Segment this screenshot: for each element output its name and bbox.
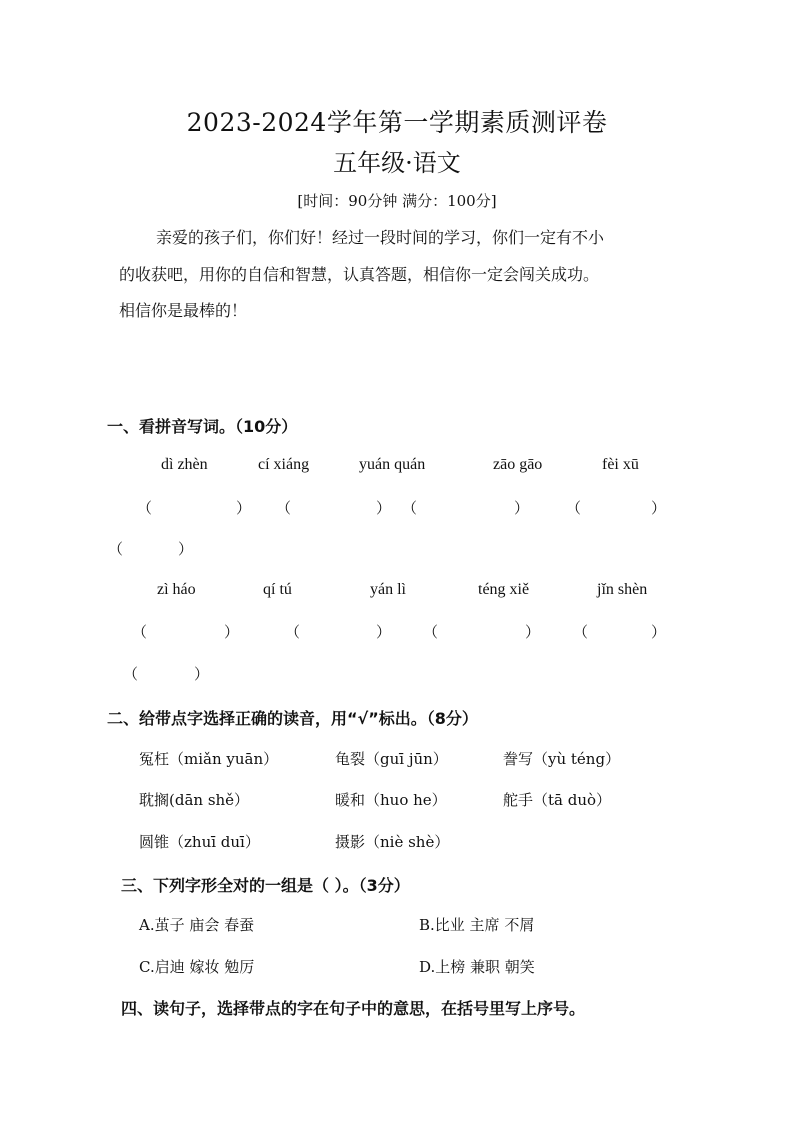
pronunciation-item[interactable]: 誊写（yù téng） xyxy=(503,750,621,768)
pronunciation-item[interactable]: 龟裂（guī jūn） xyxy=(335,750,448,768)
answer-blank-open[interactable]: （ xyxy=(402,499,418,517)
pinyin-3: yuán quán xyxy=(359,456,426,473)
question-2-heading: 二、给带点字选择正确的读音，用“√”标出。（8分） xyxy=(107,709,478,728)
answer-blank-close: ） xyxy=(178,540,194,558)
intro-line-1: 亲爱的孩子们，你们好！经过一段时间的学习，你们一定有不小 xyxy=(156,228,605,247)
option-b[interactable]: B.比业 主席 不屑 xyxy=(419,916,535,934)
option-d[interactable]: D.上榜 兼职 朝笑 xyxy=(419,958,535,976)
pinyin-10: jǐn shèn xyxy=(597,581,648,598)
pronunciation-item[interactable]: 耽搁(dān shě） xyxy=(139,791,250,809)
answer-blank-close: ） xyxy=(194,665,210,683)
pinyin-1: dì zhèn xyxy=(161,456,208,473)
answer-blank-open[interactable]: （ xyxy=(285,623,301,641)
option-a[interactable]: A.茧子 庙会 春蚕 xyxy=(139,916,255,934)
pinyin-2: cí xiáng xyxy=(258,456,310,473)
exam-meta: [时间：90分钟 满分：100分] xyxy=(297,192,497,210)
answer-blank-close: ） xyxy=(376,499,392,517)
answer-blank-open[interactable]: （ xyxy=(573,623,589,641)
pronunciation-item[interactable]: 暖和（huo he） xyxy=(335,791,447,809)
question-4-heading: 四、读句子，选择带点的字在句子中的意思，在括号里写上序号。 xyxy=(121,999,586,1018)
question-1-heading: 一、看拼音写词。（10分） xyxy=(107,417,298,436)
answer-blank-open[interactable]: （ xyxy=(566,499,582,517)
pronunciation-item[interactable]: 舵手（tā duò） xyxy=(503,791,612,809)
answer-blank-close: ） xyxy=(651,623,667,641)
pinyin-6: zì háo xyxy=(157,581,196,598)
pronunciation-item[interactable]: 摄影（niè shè） xyxy=(335,833,450,851)
option-c[interactable]: C.启迪 嫁妆 勉厉 xyxy=(139,958,255,976)
answer-blank-open[interactable]: （ xyxy=(423,623,439,641)
answer-blank-open[interactable]: （ xyxy=(137,499,153,517)
answer-blank-close: ） xyxy=(514,499,530,517)
answer-blank-close: ） xyxy=(525,623,541,641)
answer-blank-open[interactable]: （ xyxy=(123,665,139,683)
pinyin-8: yán lì xyxy=(370,581,406,598)
answer-blank-close: ） xyxy=(224,623,240,641)
answer-blank-open[interactable]: （ xyxy=(108,540,124,558)
pinyin-5: fèi xū xyxy=(602,456,639,473)
pronunciation-item[interactable]: 圆锥（zhuī duī） xyxy=(139,833,260,851)
answer-blank-open[interactable]: （ xyxy=(276,499,292,517)
answer-blank-close: ） xyxy=(651,499,667,517)
answer-blank-open[interactable]: （ xyxy=(132,623,148,641)
question-3-heading: 三、下列字形全对的一组是（ ）。（3分） xyxy=(121,876,410,895)
exam-title: 2023-2024学年第一学期素质测评卷 xyxy=(186,108,608,137)
pinyin-7: qí tú xyxy=(263,581,292,598)
pinyin-4: zāo gāo xyxy=(493,456,543,473)
intro-line-3: 相信你是最棒的！ xyxy=(119,301,248,320)
exam-subtitle: 五年级·语文 xyxy=(333,149,461,177)
pinyin-9: téng xiě xyxy=(478,581,530,598)
pronunciation-item[interactable]: 冤枉（miǎn yuān） xyxy=(139,750,279,768)
answer-blank-close: ） xyxy=(236,499,252,517)
answer-blank-close: ） xyxy=(376,623,392,641)
intro-line-2: 的收获吧，用你的自信和智慧，认真答题，相信你一定会闯关成功。 xyxy=(119,265,600,284)
